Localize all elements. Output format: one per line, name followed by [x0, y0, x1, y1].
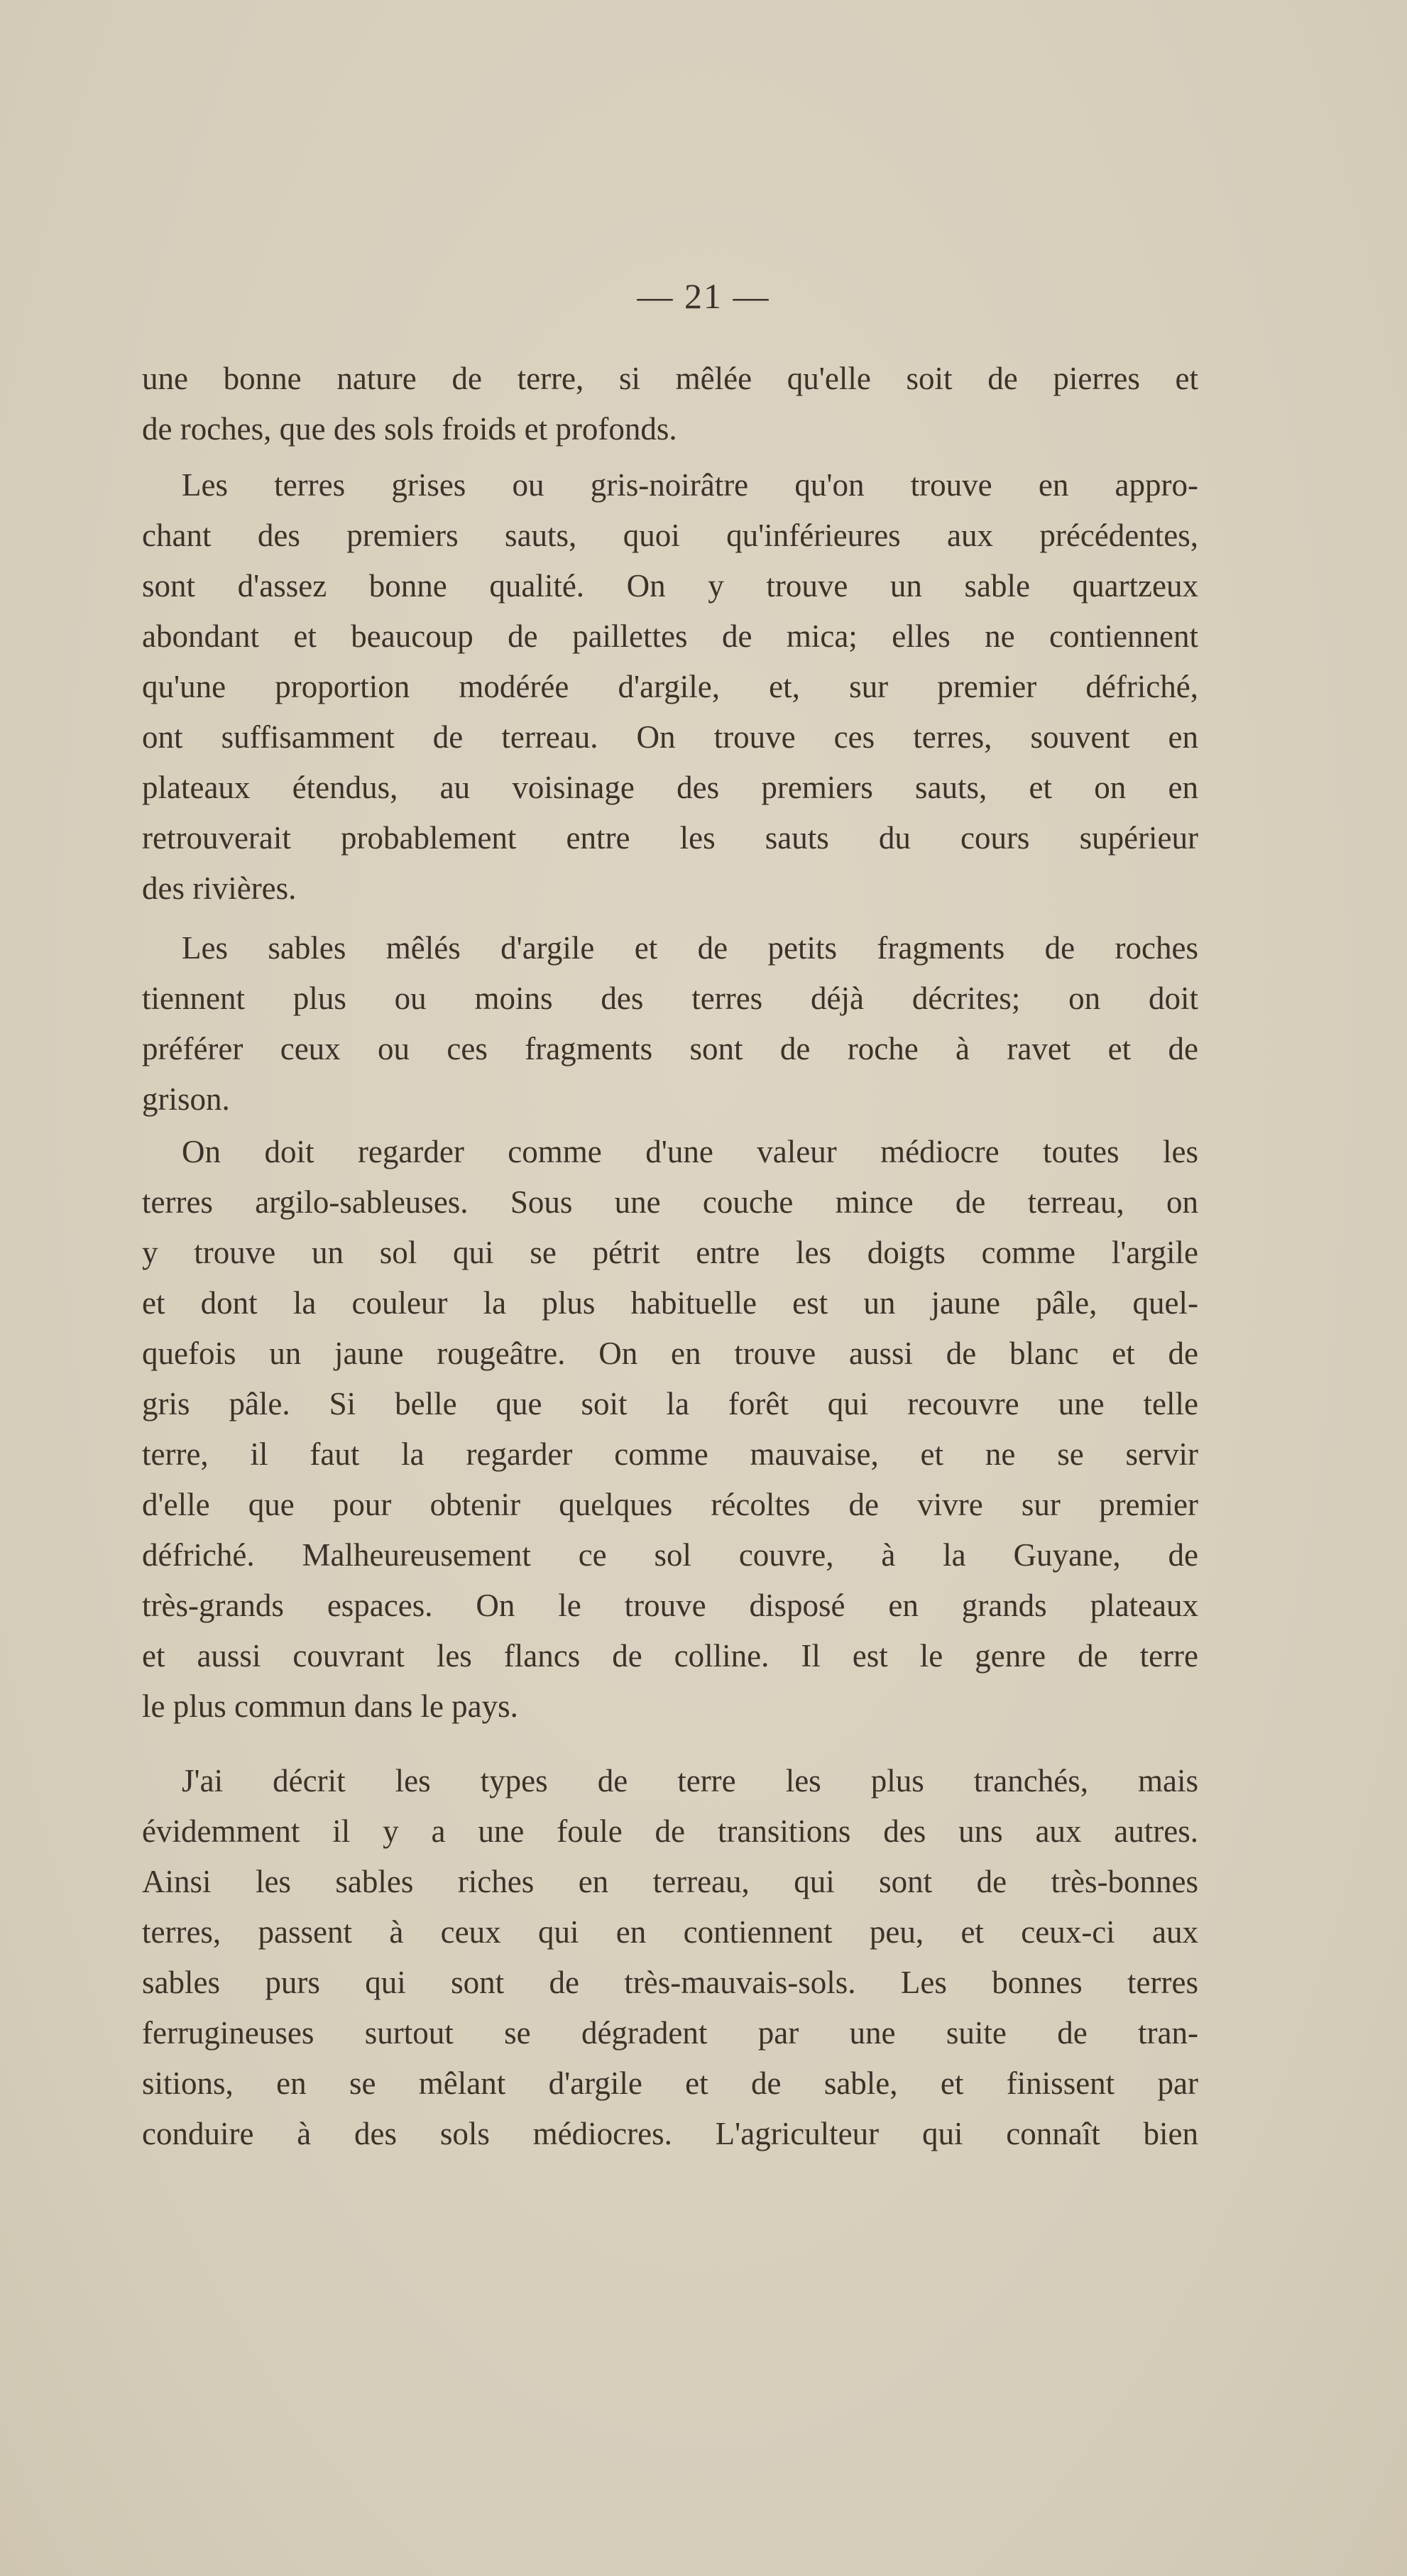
text-line: grison.: [142, 1081, 230, 1117]
paragraph: [142, 923, 1198, 1125]
text-line: sables purs qui sont de très-mauvais-sols. Les bonnes terres: [142, 1965, 1198, 2000]
text-line: terres, passent à ceux qui en contiennent peu, et ceux-ci aux: [142, 1914, 1198, 1950]
text-line: gris pâle. Si belle que soit la forêt qui recouvre une telle: [142, 1386, 1198, 1421]
paragraph: [142, 1127, 1198, 1732]
text-line: quefois un jaune rougeâtre. On en trouve aussi de blanc et de: [142, 1336, 1198, 1371]
text-line: Ainsi les sables riches en terreau, qui sont de très-bonnes: [142, 1864, 1198, 1899]
text-line: d'elle que pour obtenir quelques récoltes de vivre sur premier: [142, 1487, 1198, 1522]
paragraph: [142, 460, 1198, 914]
text-line: sitions, en se mêlant d'argile et de sable, et finissent par: [142, 2065, 1198, 2101]
text-line: défriché. Malheureusement ce sol couvre, à la Guyane, de: [142, 1537, 1198, 1573]
paragraph: [142, 354, 1198, 454]
text-line: terre, il faut la regarder comme mauvaise, et ne se servir: [142, 1436, 1198, 1472]
text-line: très-grands espaces. On le trouve disposé en grands plateaux: [142, 1588, 1198, 1623]
text-line: chant des premiers sauts, quoi qu'inférieures aux précédentes,: [142, 518, 1198, 553]
text-line: une bonne nature de terre, si mêlée qu'elle soit de pierres et: [142, 361, 1198, 396]
text-line: tiennent plus ou moins des terres déjà décrites; on doit: [142, 981, 1198, 1016]
text-line: retrouverait probablement entre les sauts du cours supérieur: [142, 820, 1198, 856]
paragraph: [142, 1756, 1198, 2159]
text-line: et aussi couvrant les flancs de colline. Il est le genre de terre: [142, 1638, 1198, 1674]
text-line: On doit regarder comme d'une valeur médiocre toutes les: [182, 1134, 1198, 1169]
text-line: Les sables mêlés d'argile et de petits fragments de roches: [182, 930, 1198, 966]
text-line: des rivières.: [142, 871, 297, 906]
text-line: ont suffisamment de terreau. On trouve ces terres, souvent en: [142, 719, 1198, 755]
text-line: abondant et beaucoup de paillettes de mica; elles ne contiennent: [142, 618, 1198, 654]
text-line: évidemment il y a une foule de transitions des uns aux autres.: [142, 1813, 1198, 1849]
text-line: conduire à des sols médiocres. L'agriculteur qui connaît bien: [142, 2116, 1198, 2151]
text-line: de roches, que des sols froids et profonds.: [142, 411, 677, 447]
text-line: J'ai décrit les types de terre les plus tranchés, mais: [182, 1763, 1198, 1799]
text-line: ferrugineuses surtout se dégradent par une suite de tran-: [142, 2015, 1198, 2051]
text-line: Les terres grises ou gris-noirâtre qu'on trouve en appro-: [182, 467, 1198, 503]
text-line: sont d'assez bonne qualité. On y trouve un sable quartzeux: [142, 568, 1198, 604]
text-line: et dont la couleur la plus habituelle est un jaune pâle, quel-: [142, 1285, 1198, 1321]
page-number: — 21 —: [637, 276, 770, 316]
text-line: préférer ceux ou ces fragments sont de roche à ravet et de: [142, 1031, 1198, 1066]
text-line: terres argilo-sableuses. Sous une couche mince de terreau, on: [142, 1184, 1198, 1220]
text-line: le plus commun dans le pays.: [142, 1688, 518, 1724]
text-line: y trouve un sol qui se pétrit entre les doigts comme l'argile: [142, 1235, 1198, 1270]
text-line: qu'une proportion modérée d'argile, et, sur premier défriché,: [142, 669, 1198, 704]
text-line: plateaux étendus, au voisinage des premiers sauts, et on en: [142, 770, 1198, 805]
